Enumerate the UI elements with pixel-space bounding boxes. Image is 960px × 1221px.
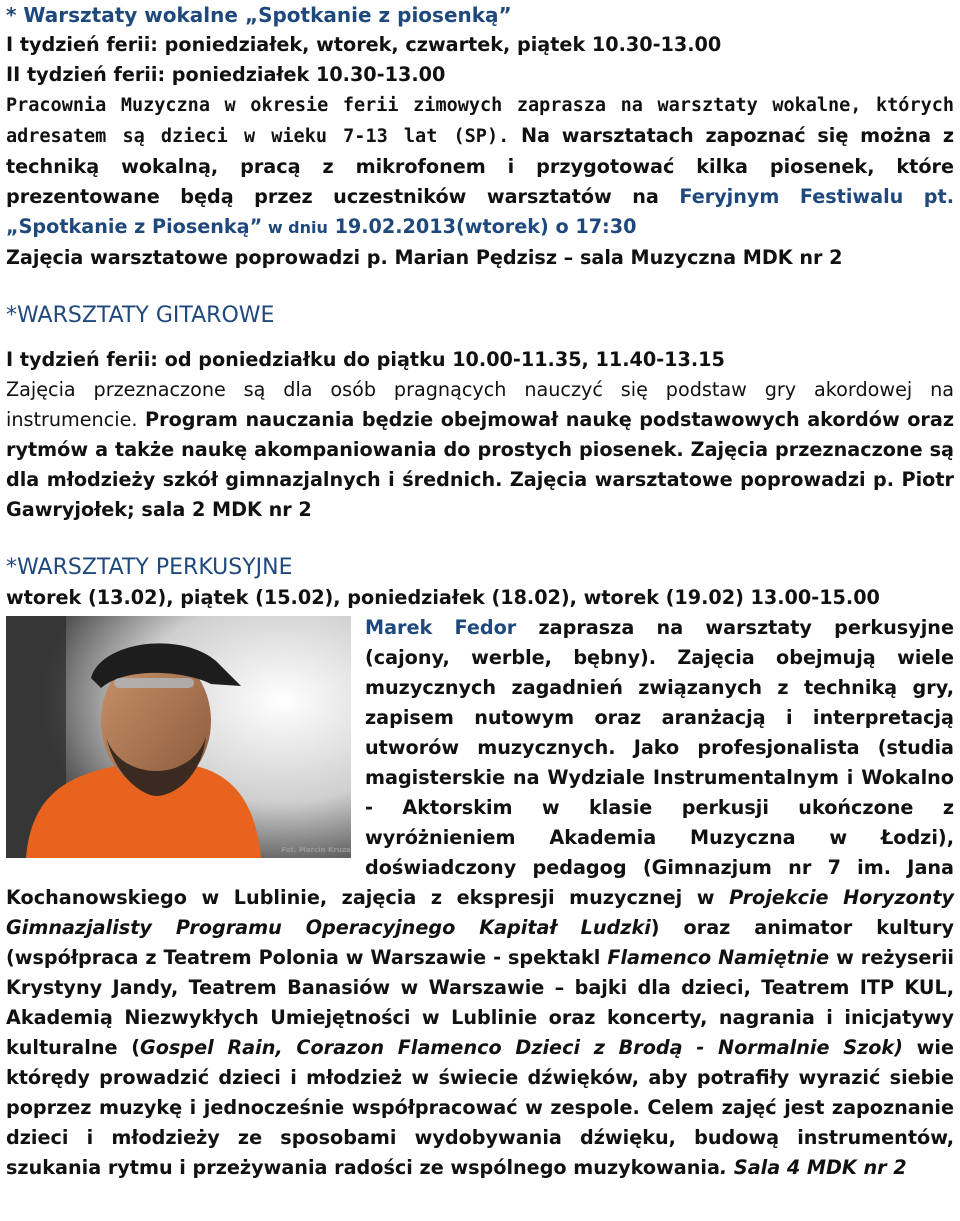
percussion-body [6,613,954,1183]
vocal-title-name: „Spotkanie z piosenką” [244,3,512,27]
vocal-title [6,0,954,30]
guitar-heading: *WARSZTATY GITAROWE [6,303,275,328]
vocal-desc2: Na warsztatach zapoznać się można z techniką wokalną, pracą z mikrofonem i przygotować kilka piosenek, które prezentowane będą przez uczestników warsztatów na [6,124,954,208]
percussion-text-3: w reżyserii Krystyny Jandy, Teatrem Banasiów w Warszawie – bajki dla dzieci, Teatrem ITP KUL, Akademią Niezwykłych Umiejętności w Lublinie oraz koncerty, nagrania i inicjatywy kulturalne ( [6,946,954,1059]
percussion-text-1: zaprasza na warsztaty perkusyjne (cajony, werble, bębny). Zajęcia obejmują wiele muzycznych zagadnień związanych z techniką gry, zapisem nutowym oraz aranżacją i interpretacją utworów muzycznych. Jako profesjonalista (studia magisterskie na Wydziale Instrumentalnym i Wokalno - Aktorskim w klasie perkusji ukończone z wyróżnieniem Akademia Muzyczna w Łodzi), doświadczony pedagog (Gimnazjum nr 7 im. Jana Kochanowskiego w Lublinie, zajęcia z ekspresji muzycznej w [6,616,954,909]
portrait-photo [6,616,351,858]
festival-name: Feryjnym Festiwalu pt. „Spotkanie z Piosenką” [6,185,954,238]
percussion-schedule: wtorek (13.02), piątek (15.02), poniedziałek (18.02), wtorek (19.02) 13.00-15.00 [6,586,880,609]
vocal-week1: I tydzień ferii: poniedziałek, wtorek, czwartek, piątek 10.30-13.00 [6,33,722,56]
percussion-text-2: ) oraz animator kultury (współpraca z Teatrem Polonia w Warszawie - spektakl [6,916,954,969]
instructor-name: Marek Fedor [365,616,517,639]
percussion-italic-3: Gospel Rain, Corazon Flamenco Dzieci z Brodą - Normalnie Szok) [140,1036,903,1059]
portrait-photo-art [6,616,351,858]
percussion-italic-1: Projekcie Horyzonty Gimnazjalisty Programu Operacyjnego Kapitał Ludzki [6,886,955,939]
vocal-lead: Zajęcia warsztatowe poprowadzi p. Marian Pędzisz – sala Muzyczna MDK nr 2 [6,246,843,269]
percussion-end: . Sala 4 MDK nr 2 [719,1156,907,1179]
percussion-italic-2: Flamenco Namiętnie [607,946,830,969]
guitar-schedule: I tydzień ferii: od poniedziałku do piątku 10.00-11.35, 11.40-13.15 [6,348,725,371]
percussion-text-4: wie którędy prowadzić dzieci i młodzież w świecie dźwięków, aby potrafiły wyrazić siebie poprzez muzykę i jednocześnie współpracować w zespole. Celem zajęć jest zapoznanie dzieci i młodzieży ze sposobami wydobywania dźwięku, budową instrumentów, szukania rytmu i przeżywania radości ze wspólnego muzykowania [6,1036,954,1179]
guitar-desc1: Zajęcia przeznaczone są dla osób pragnących nauczyć się podstaw gry akordowej na instrumencie. [6,378,954,431]
guitar-desc2: Program nauczania będzie obejmował naukę podstawowych akordów oraz rytmów a także naukę akompaniowania do prostych piosenek. Zajęcia przeznaczone są dla młodzieży szkół gimnazjalnych i średnich. Zajęcia warsztatowe poprowadzi p. Piotr Gawryjołek; sala 2 MDK nr 2 [6,408,954,521]
guitar-description [6,375,954,525]
festival-date: 19.02.2013(wtorek) o 17:30 [327,215,637,238]
vocal-description [6,90,954,243]
vocal-w-dniu: w dniu [262,218,328,237]
vocal-title-prefix: * Warsztaty wokalne [6,3,245,27]
vocal-week2: II tydzień ferii: poniedziałek 10.30-13.00 [6,63,446,86]
percussion-heading: *WARSZTATY PERKUSYJNE [6,555,293,580]
vocal-desc1: Pracownia Muzyczna w okresie ferii zimowych zaprasza na warsztaty wokalne, których adresatem są dzieci w wieku 7-13 lat (SP). [6,95,954,147]
document-page [6,0,954,1183]
photo-credit: Fot. Marcin Kruza [281,846,351,854]
